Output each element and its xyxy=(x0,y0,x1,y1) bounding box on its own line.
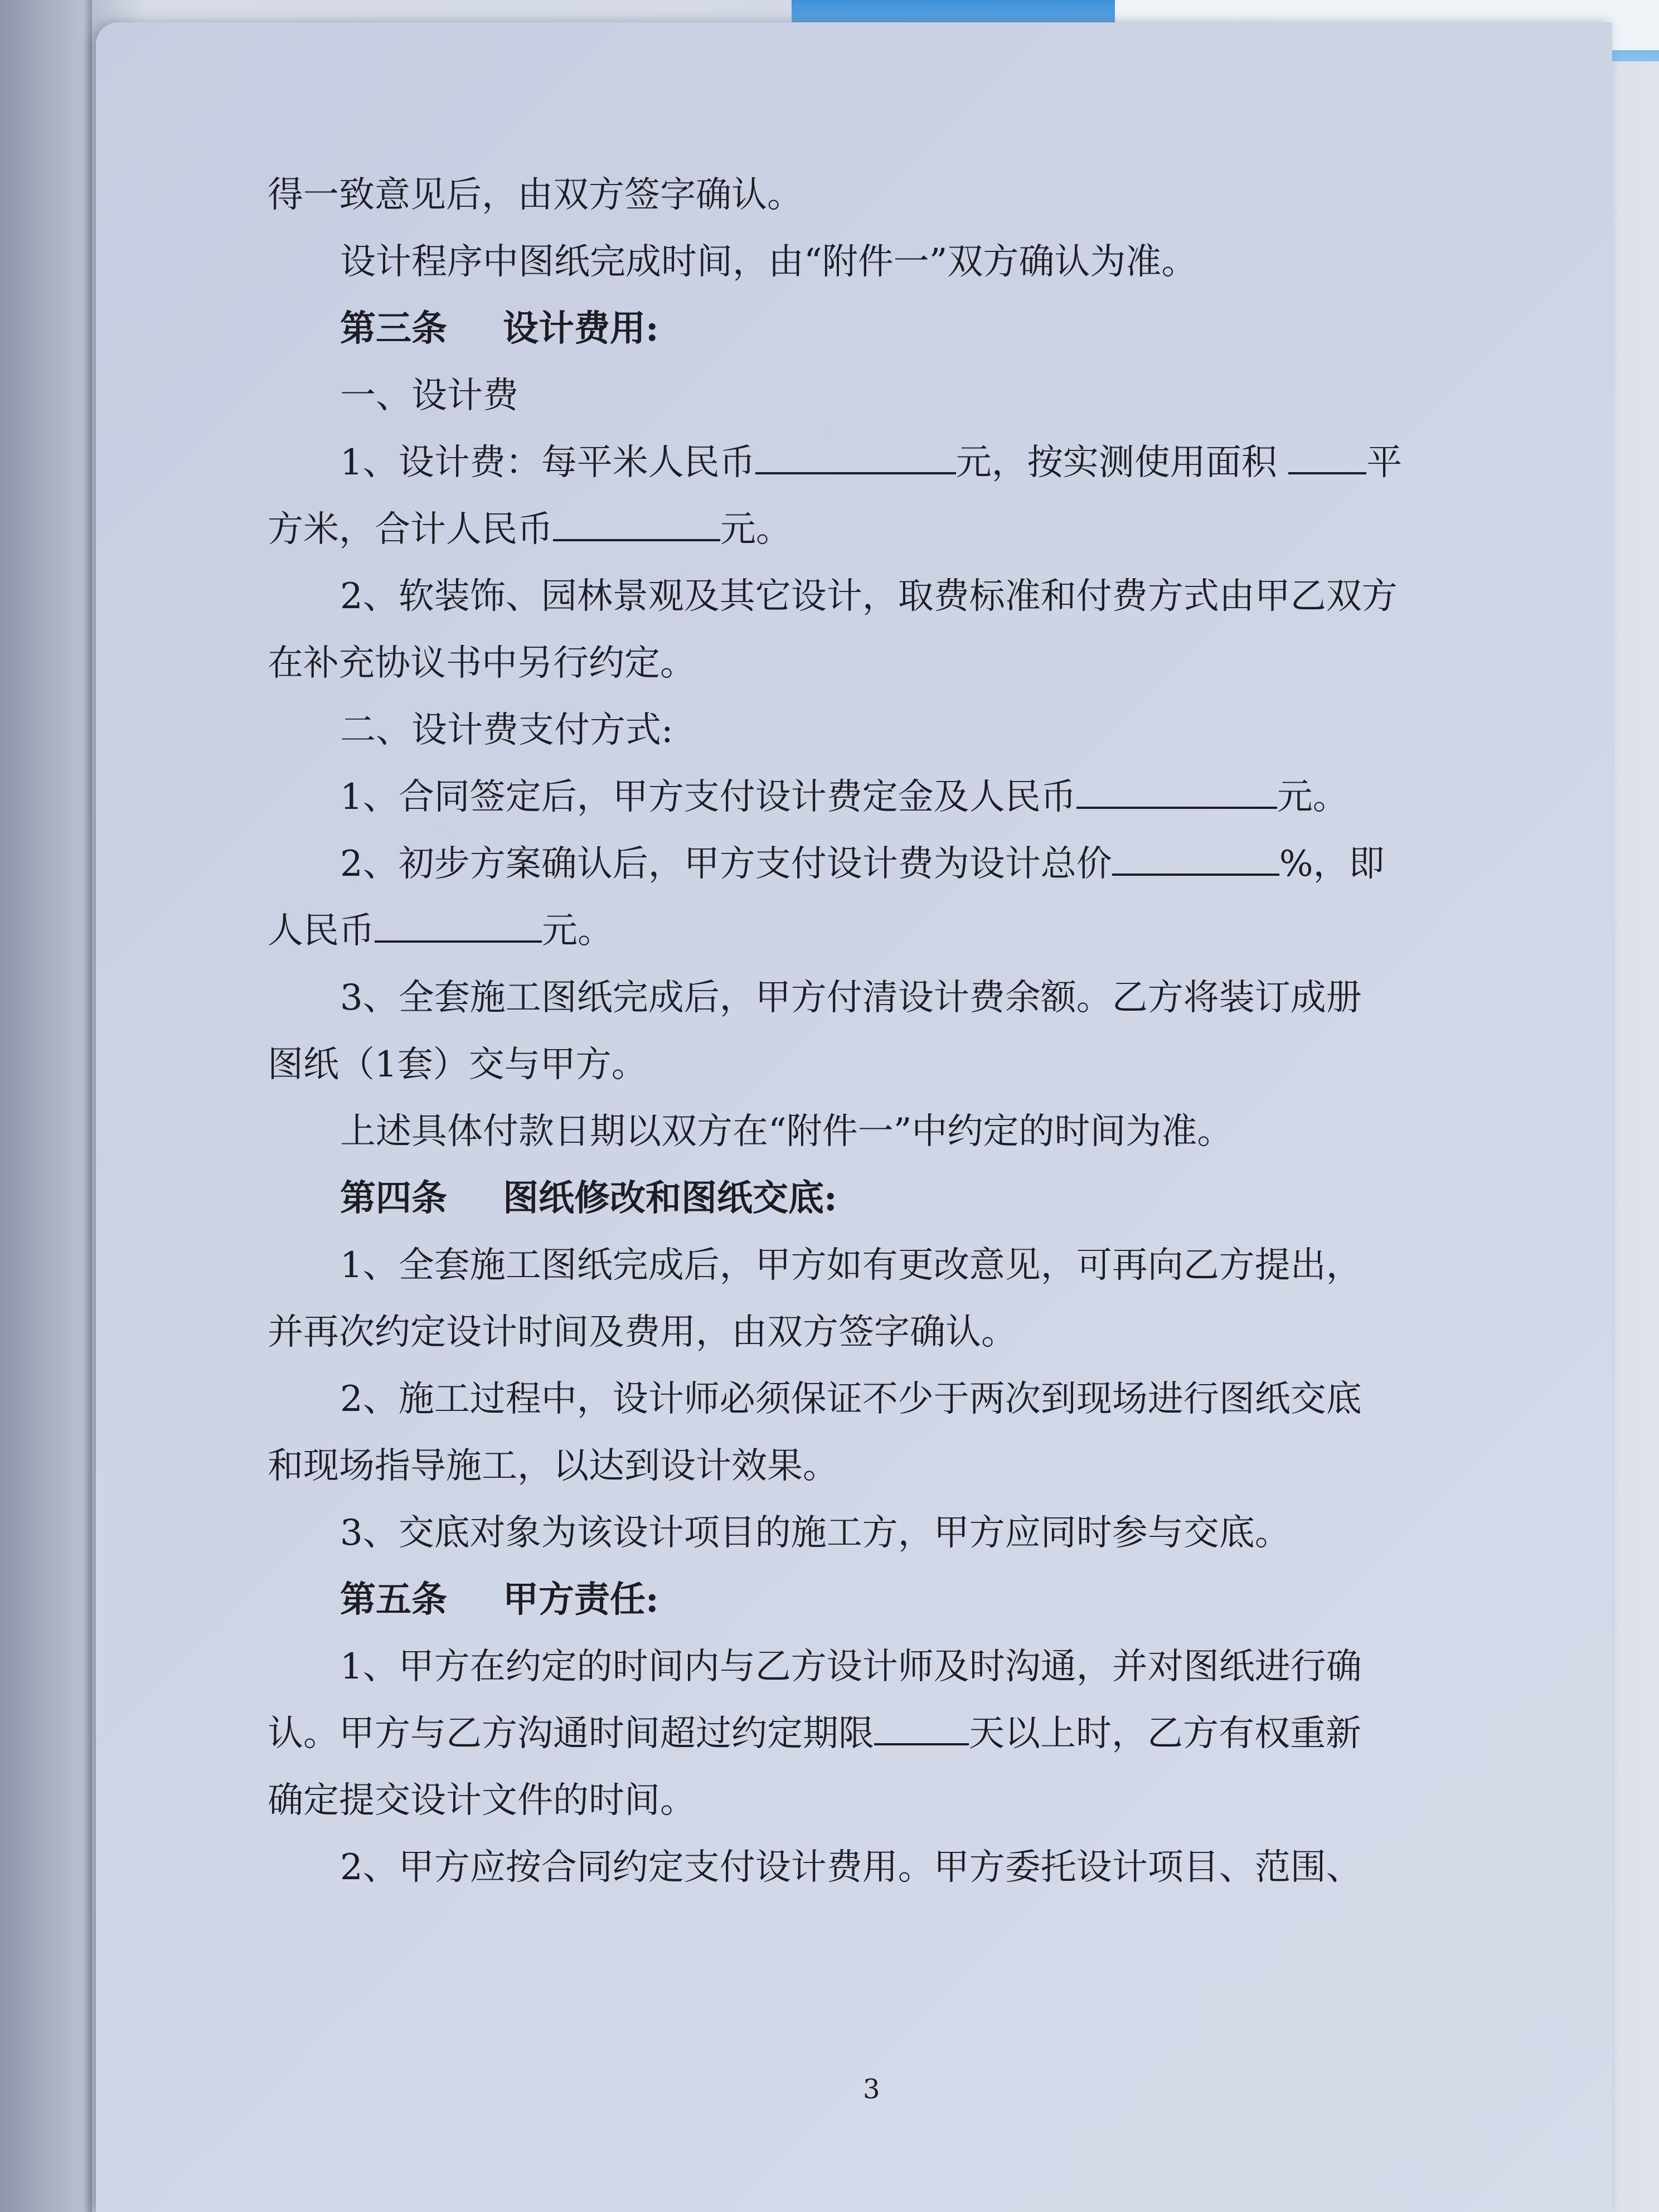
line-text: 和现场指导施工，以达到设计效果。 xyxy=(268,1445,838,1487)
line-text: 1、全套施工图纸完成后，甲方如有更改意见，可再向乙方提出， xyxy=(340,1245,1362,1286)
line-text: 2、甲方应按合同约定支付设计费用。甲方委托设计项目、范围、 xyxy=(340,1847,1362,1888)
article-title: 甲方责任: xyxy=(503,1579,659,1621)
line-19 xyxy=(268,1366,1483,1433)
fill-blank-total xyxy=(553,508,720,541)
line-text: 1、设计费：每平米人民币 xyxy=(340,442,755,483)
line-13 xyxy=(268,964,1483,1031)
line-6 xyxy=(268,496,1483,563)
fill-blank-percent xyxy=(1112,842,1279,876)
line-text: 2、软装饰、园林景观及其它设计，取费标准和付费方式由甲乙双方 xyxy=(340,576,1398,617)
fill-blank-amount xyxy=(375,909,542,943)
line-24 xyxy=(268,1700,1483,1767)
line-text: 2、初步方案确认后，甲方支付设计费为设计总价 xyxy=(340,843,1112,885)
heading-article-5 xyxy=(268,1566,1483,1633)
line-10 xyxy=(268,764,1483,831)
line-7 xyxy=(268,563,1483,630)
line-25 xyxy=(268,1767,1483,1834)
line-text: 在补充协议书中另行约定。 xyxy=(268,643,696,684)
line-text: 元。 xyxy=(720,509,792,550)
line-17 xyxy=(268,1232,1483,1299)
line-text: 一、设计费 xyxy=(340,375,518,416)
line-text: 3、全套施工图纸完成后，甲方付清设计费余额。乙方将装订成册 xyxy=(340,977,1362,1018)
line-text: 认。甲方与乙方沟通时间超过约定期限 xyxy=(268,1713,874,1754)
line-text: 图纸（1套）交与甲方。 xyxy=(268,1044,647,1085)
fill-blank-unit-price xyxy=(755,441,956,474)
line-12 xyxy=(268,898,1483,964)
line-text: 1、甲方在约定的时间内与乙方设计师及时沟通，并对图纸进行确 xyxy=(340,1646,1362,1687)
line-text: %，即 xyxy=(1279,843,1385,885)
article-title: 设计费用: xyxy=(503,308,659,350)
line-18 xyxy=(268,1299,1483,1366)
line-2 xyxy=(268,229,1483,295)
line-4 xyxy=(268,362,1483,429)
line-14 xyxy=(268,1031,1483,1098)
line-text: 2、施工过程中，设计师必须保证不少于两次到现场进行图纸交底 xyxy=(340,1379,1362,1420)
line-text: 人民币 xyxy=(268,910,375,952)
line-text: 1、合同签定后，甲方支付设计费定金及人民币 xyxy=(340,777,1076,818)
line-text: 元，按实测使用面积 xyxy=(955,442,1277,483)
article-title: 图纸修改和图纸交底: xyxy=(503,1177,837,1219)
line-15 xyxy=(268,1098,1483,1165)
page-number: 3 xyxy=(863,2074,880,2105)
line-text: 设计程序中图纸完成时间，由“附件一”双方确认为准。 xyxy=(340,241,1197,283)
article-label: 第四条 xyxy=(340,1177,447,1219)
article-label: 第五条 xyxy=(340,1579,447,1621)
line-21 xyxy=(268,1500,1483,1566)
line-26 xyxy=(268,1834,1483,1901)
line-text: 并再次约定设计时间及费用，由双方签字确认。 xyxy=(268,1312,1017,1353)
document-body xyxy=(268,162,1483,1901)
left-page-edge xyxy=(0,0,92,2212)
line-text: 元。 xyxy=(542,910,613,952)
line-23 xyxy=(268,1633,1483,1700)
line-text: 确定提交设计文件的时间。 xyxy=(268,1780,696,1821)
fill-blank-deposit xyxy=(1076,775,1277,809)
line-8 xyxy=(268,630,1483,697)
line-text: 天以上时，乙方有权重新 xyxy=(969,1713,1361,1754)
heading-article-3 xyxy=(268,295,1483,362)
line-text: 3、交底对象为该设计项目的施工方，甲方应同时参与交底。 xyxy=(340,1512,1291,1554)
line-11 xyxy=(268,831,1483,898)
line-20 xyxy=(268,1433,1483,1500)
line-text: 上述具体付款日期以双方在“附件一”中约定的时间为准。 xyxy=(340,1111,1233,1152)
line-text: 平 xyxy=(1366,442,1403,483)
line-5 xyxy=(268,429,1483,496)
heading-article-4 xyxy=(268,1165,1483,1232)
line-9 xyxy=(268,697,1483,764)
line-text: 得一致意见后，由双方签字确认。 xyxy=(268,174,803,216)
line-text: 方米，合计人民币 xyxy=(268,509,553,550)
fill-blank-area xyxy=(1288,441,1366,474)
line-text: 二、设计费支付方式: xyxy=(340,710,673,751)
fill-blank-days xyxy=(874,1712,969,1745)
line-1 xyxy=(268,162,1483,229)
line-text: 元。 xyxy=(1277,777,1348,818)
article-label: 第三条 xyxy=(340,308,447,350)
